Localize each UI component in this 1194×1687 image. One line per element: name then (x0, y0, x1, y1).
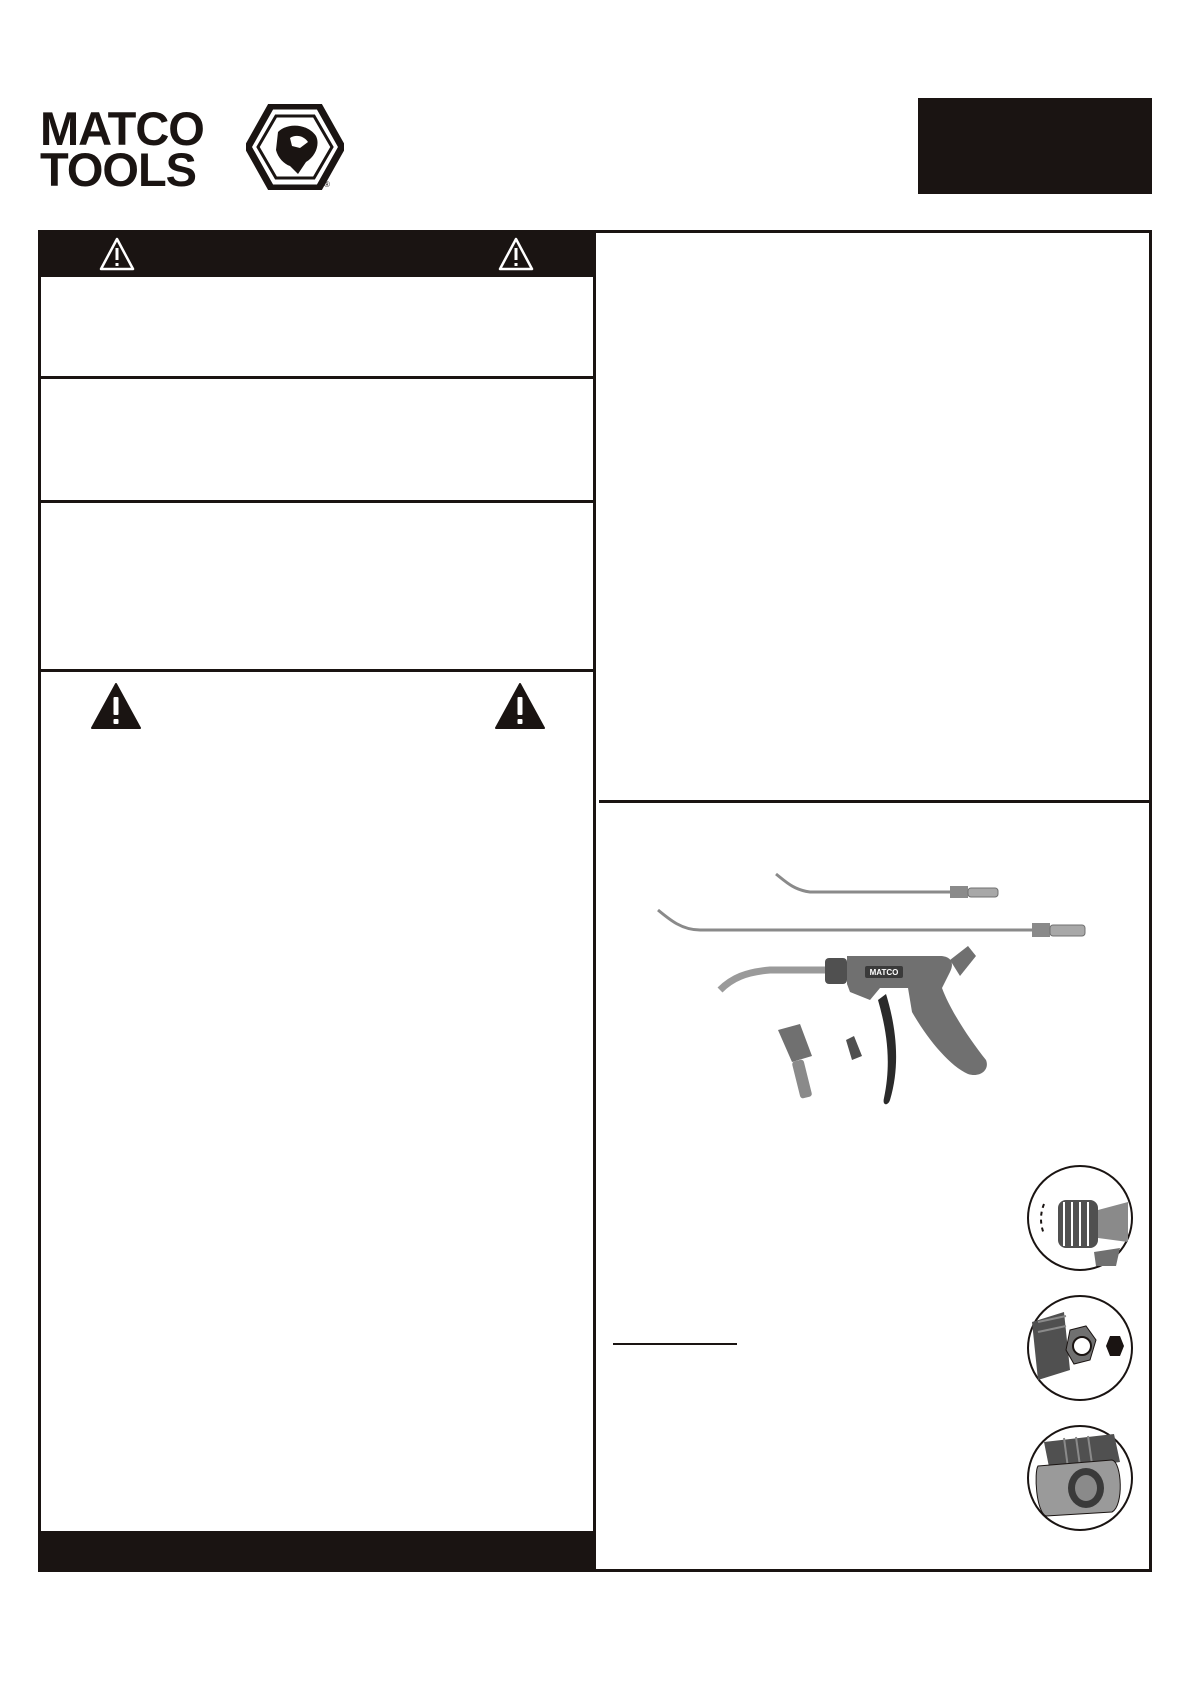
section-divider (599, 800, 1149, 803)
hex-fitting-detail-icon (1024, 1292, 1136, 1404)
warning-triangle-icon (98, 236, 136, 272)
warning-triangle-icon (497, 236, 535, 272)
warning-triangle-icon (494, 682, 546, 730)
inlet-port-detail-icon (1024, 1422, 1136, 1534)
footer-bar (41, 1531, 593, 1569)
text-underline (613, 1343, 737, 1345)
left-column (38, 230, 596, 1572)
logo-line-1: MATCO (40, 102, 204, 155)
matco-hexagon-logo-icon (246, 104, 344, 190)
logo-line-2: TOOLS (40, 143, 197, 196)
registered-mark: ® (324, 180, 330, 189)
title-box (918, 98, 1152, 194)
gun-brand-label: MATCO (869, 968, 899, 977)
section-divider (41, 500, 593, 503)
warning-triangle-icon (90, 682, 142, 730)
section-divider (41, 376, 593, 379)
section-divider (41, 669, 593, 672)
nozzle-knob-detail-icon (1024, 1162, 1136, 1274)
blow-gun-product-image (650, 860, 1100, 1125)
brand-logo-text (40, 102, 204, 196)
